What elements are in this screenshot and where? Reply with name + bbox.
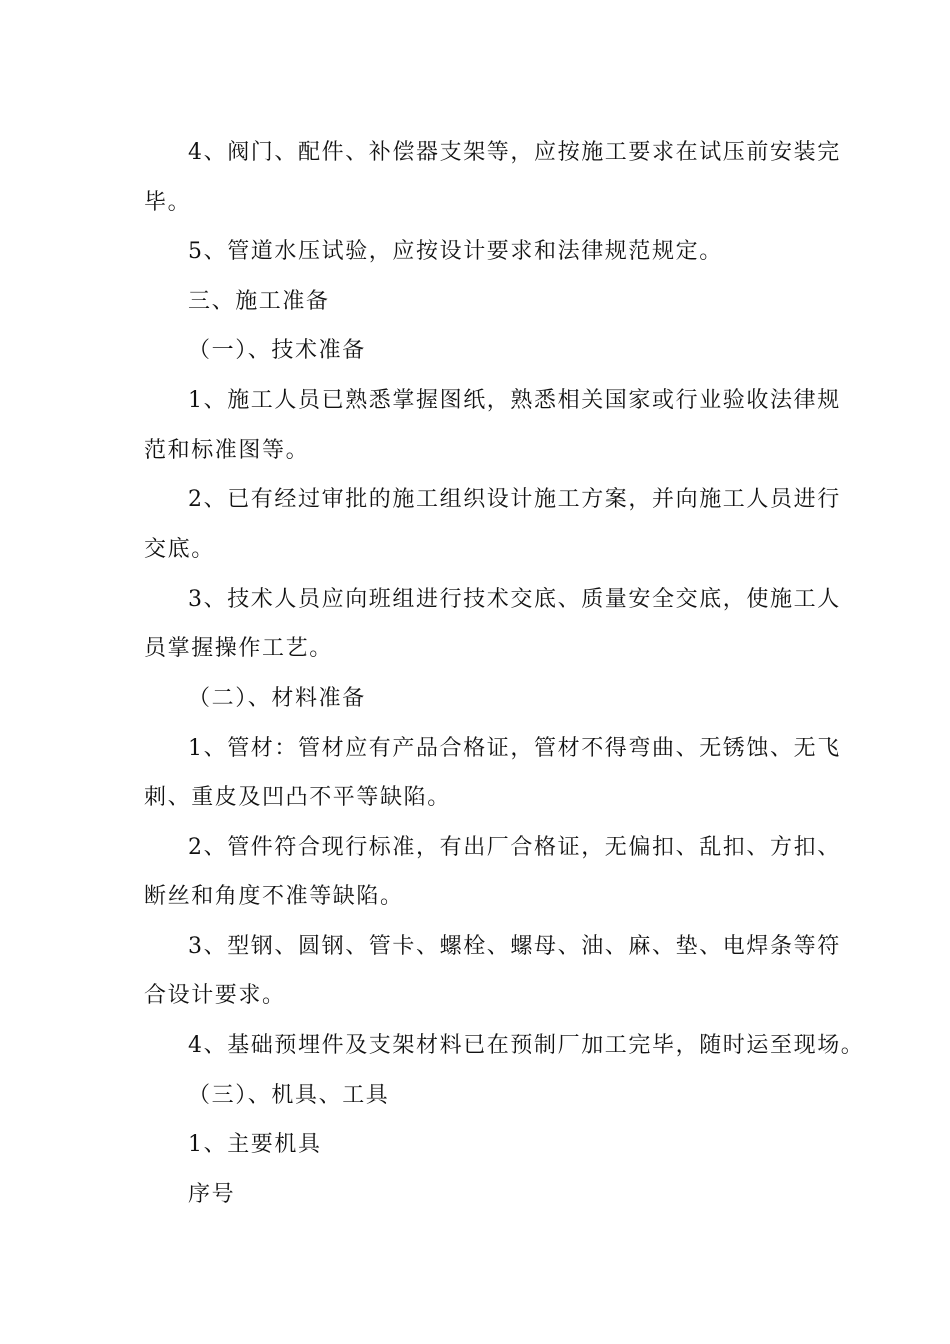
table-header-label: 序号 [188, 1182, 236, 1207]
paragraph-line: 1、管材：管材应有产品合格证，管材不得弯曲、无锈蚀、无飞 [188, 736, 841, 761]
paragraph-line: 2、已有经过审批的施工组织设计施工方案，并向施工人员进行 [188, 487, 841, 512]
subsection-heading: （一）、技术准备 [188, 338, 366, 363]
paragraph-line: 4、阀门、配件、补偿器支架等，应按施工要求在试压前安装完 [188, 140, 841, 165]
paragraph-line: 4、基础预埋件及支架材料已在预制厂加工完毕，随时运至现场。 [188, 1033, 865, 1058]
paragraph-line: 交底。 [144, 537, 215, 562]
paragraph-line: 3、型钢、圆钢、管卡、螺栓、螺母、油、麻、垫、电焊条等符 [188, 934, 841, 959]
paragraph-line: 3、技术人员应向班组进行技术交底、质量安全交底，使施工人 [188, 587, 841, 612]
paragraph-line: 5、管道水压试验，应按设计要求和法律规范规定。 [188, 239, 723, 264]
paragraph-line: 范和标准图等。 [144, 438, 310, 463]
paragraph-line: 断丝和角度不准等缺陷。 [144, 884, 404, 909]
paragraph-line: 2、管件符合现行标准，有出厂合格证，无偏扣、乱扣、方扣、 [188, 835, 841, 860]
paragraph-line: 合设计要求。 [144, 983, 286, 1008]
section-heading: 三、施工准备 [188, 289, 330, 314]
paragraph-line: 1、施工人员已熟悉掌握图纸，熟悉相关国家或行业验收法律规 [188, 388, 841, 413]
subsection-heading: （二）、材料准备 [188, 686, 366, 711]
subsection-heading: （三）、机具、工具 [188, 1083, 390, 1108]
paragraph-line: 员掌握操作工艺。 [144, 636, 333, 661]
paragraph-line: 1、主要机具 [188, 1132, 322, 1157]
paragraph-line: 毕。 [144, 190, 192, 215]
paragraph-line: 刺、重皮及凹凸不平等缺陷。 [144, 785, 451, 810]
